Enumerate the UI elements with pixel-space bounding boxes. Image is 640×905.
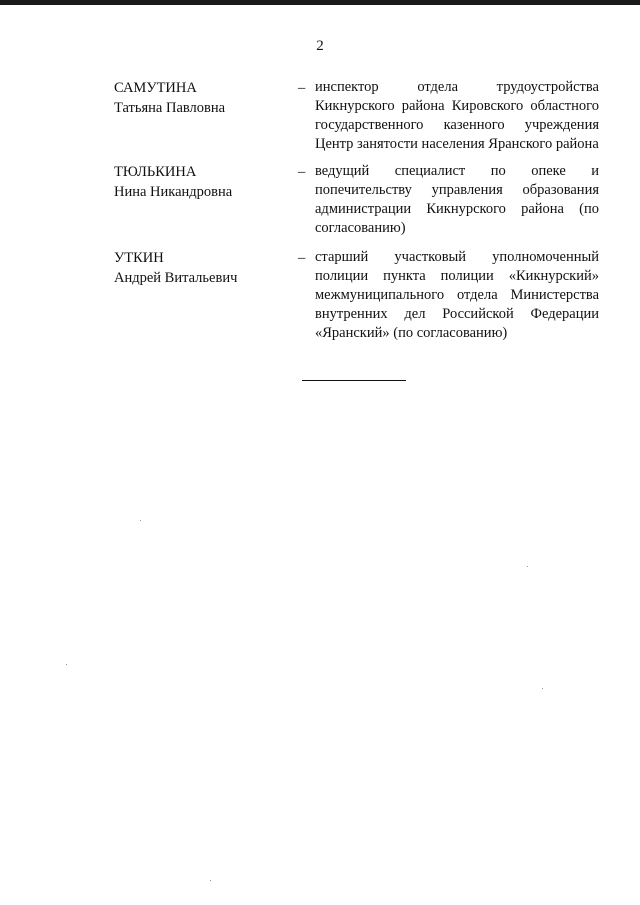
scan-speck bbox=[542, 688, 543, 689]
member-given-names: Андрей Витальевич bbox=[114, 270, 238, 286]
member-position-description: ведущий специалист по опеке и попечительству управления образования администрации Кикнурского района (по согласованию) bbox=[315, 163, 599, 236]
scan-speck bbox=[66, 664, 67, 665]
scan-speck bbox=[527, 566, 528, 567]
member-surname: ТЮЛЬКИНА bbox=[114, 164, 197, 180]
member-name-block bbox=[114, 248, 284, 288]
member-surname: САМУТИНА bbox=[114, 80, 197, 96]
entry-dash: – bbox=[298, 250, 306, 266]
member-given-names: Нина Никандровна bbox=[114, 184, 233, 200]
scan-speck bbox=[210, 880, 211, 881]
entry-dash: – bbox=[298, 80, 306, 96]
member-position-description: старший участковый уполномоченный полиции пункта полиции «Кикнурский» межмуниципального отдела Министерства внутренних дел Российской Федерации «Яранский» (по согласованию) bbox=[315, 249, 599, 341]
scan-speck bbox=[140, 520, 141, 521]
page-number: 2 bbox=[316, 38, 324, 54]
member-name-block bbox=[114, 162, 284, 202]
top-border-line bbox=[0, 0, 640, 5]
member-surname: УТКИН bbox=[114, 250, 164, 266]
end-of-list-rule bbox=[302, 380, 406, 381]
member-name-block bbox=[114, 78, 284, 118]
entry-dash: – bbox=[298, 164, 306, 180]
member-given-names: Татьяна Павловна bbox=[114, 100, 226, 116]
member-position-description: инспектор отдела трудоустройства Кикнурского района Кировского областного государственного казенного учреждения Центр занятости населения Яранского района bbox=[315, 79, 599, 152]
